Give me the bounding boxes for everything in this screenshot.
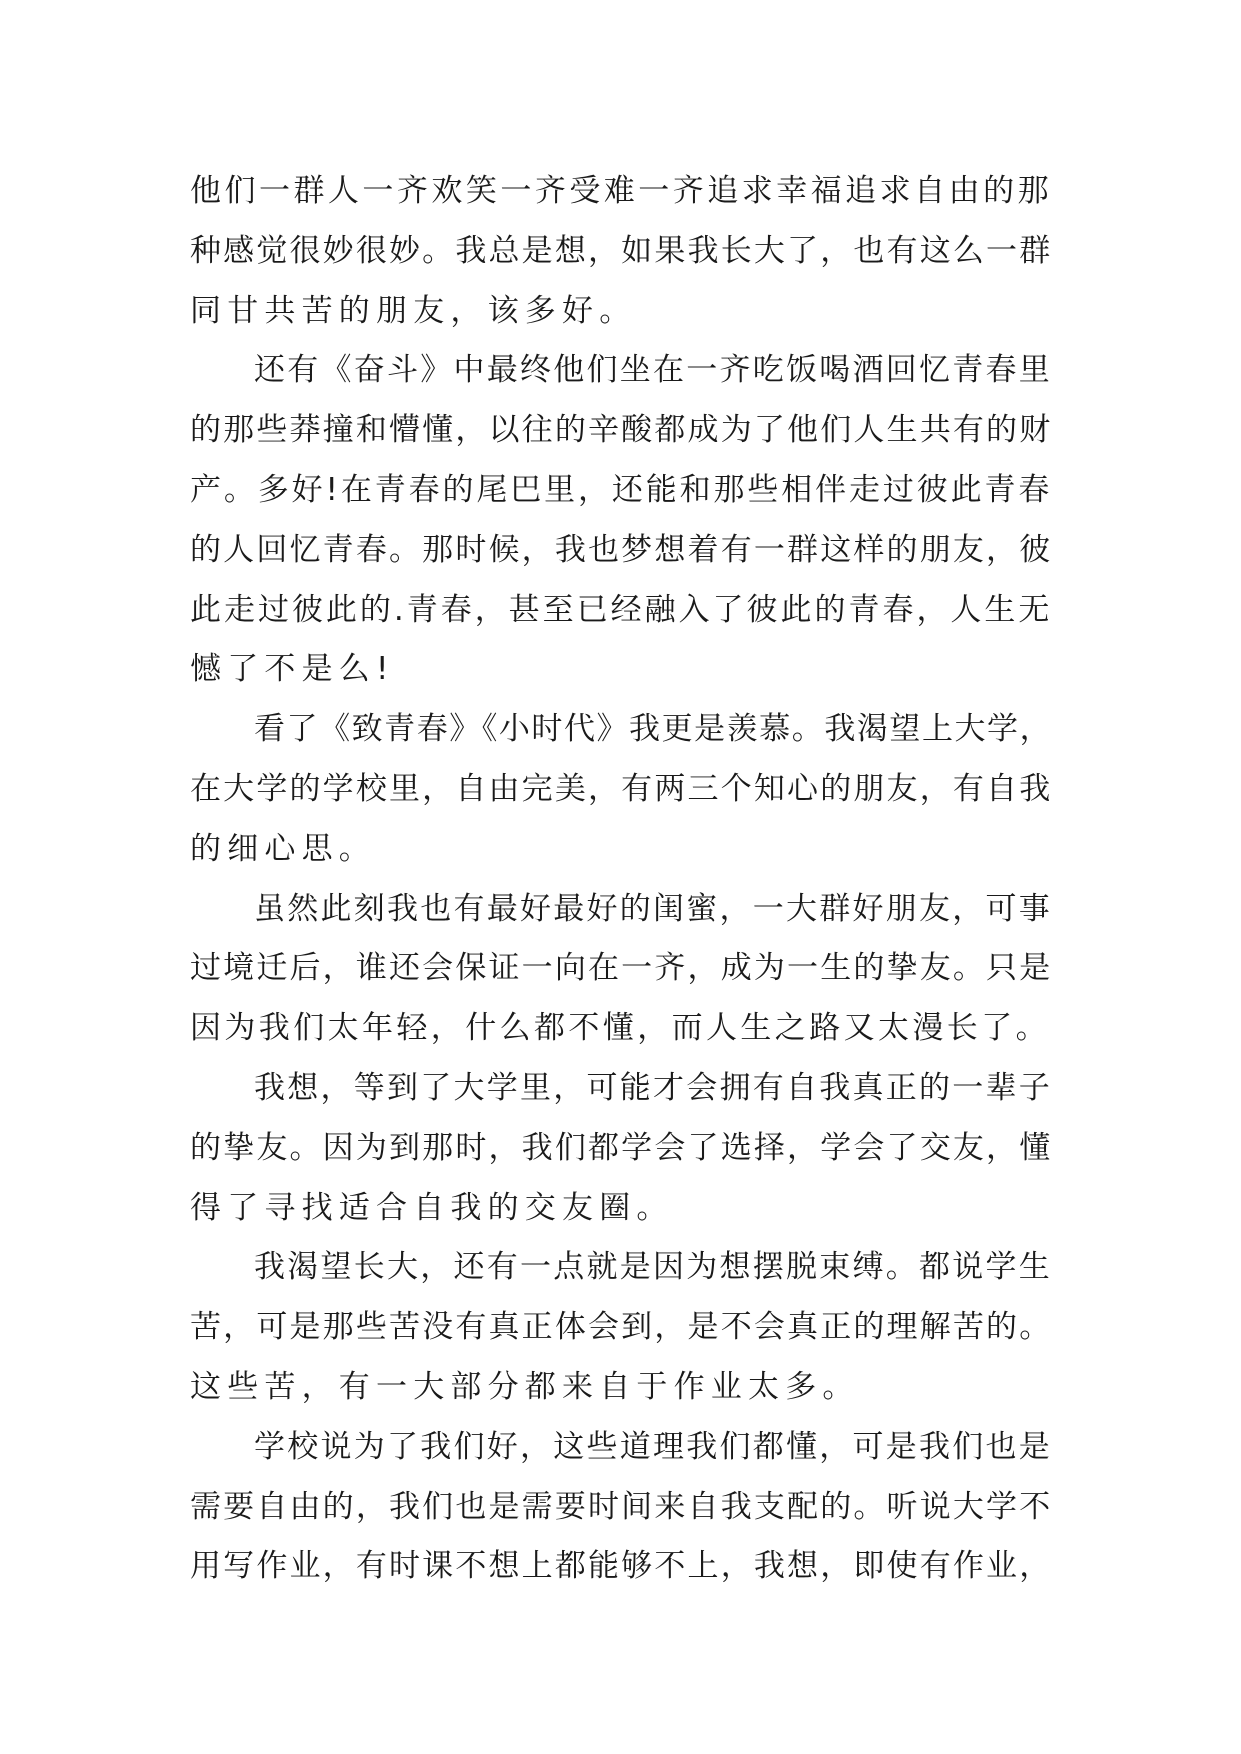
paragraph-first-line: 还有《奋斗》中最终他们坐在一齐吃饭喝酒回忆青春里	[254, 352, 1052, 389]
text-line: 过境迁后，谁还会保证一向在一齐，成为一生的挚友。只是	[190, 950, 1052, 987]
text-line: 他们一群人一齐欢笑一齐受难一齐追求幸福追求自由的那	[190, 173, 1052, 209]
text-line: 得了寻找适合自我的交友圈。	[190, 1189, 674, 1226]
text-line: 的细心思。	[190, 830, 376, 867]
text-line: 此走过彼此的.青春，甚至已经融入了彼此的青春，人生无	[190, 591, 1052, 628]
text-line: 苦，可是那些苦没有真正体会到，是不会真正的理解苦的。	[190, 1309, 1052, 1346]
text-line: 因为我们太年轻，什么都不懂，而人生之路又太漫长了。	[190, 1010, 1050, 1047]
text-line: 产。多好!在青春的尾巴里，还能和那些相伴走过彼此青春	[190, 471, 1052, 508]
document-body	[190, 162, 1052, 1597]
text-line: 用写作业，有时课不想上都能够不上，我想，即使有作业，	[190, 1548, 1052, 1585]
paragraph-first-line: 虽然此刻我也有最好最好的闺蜜，一大群好朋友，可事	[254, 890, 1052, 927]
paragraph-first-line: 我想，等到了大学里，可能才会拥有自我真正的一辈子	[254, 1069, 1052, 1106]
text-line: 憾了不是么!	[190, 651, 395, 688]
text-line: 的人回忆青春。那时候，我也梦想着有一群这样的朋友，彼	[190, 531, 1052, 568]
paragraph-first-line: 我渴望长大，还有一点就是因为想摆脱束缚。都说学生	[254, 1249, 1052, 1286]
text-line: 种感觉很妙很妙。我总是想，如果我长大了，也有这么一群	[190, 232, 1052, 269]
text-line: 的挚友。因为到那时，我们都学会了选择，学会了交友，懂	[190, 1129, 1052, 1166]
paragraph-first-line: 学校说为了我们好，这些道理我们都懂，可是我们也是	[254, 1428, 1052, 1465]
text-line: 需要自由的，我们也是需要时间来自我支配的。听说大学不	[190, 1488, 1052, 1525]
text-line: 的那些莽撞和懵懂，以往的辛酸都成为了他们人生共有的财	[190, 412, 1052, 449]
text-line: 同甘共苦的朋友，该多好。	[190, 292, 637, 329]
text-line: 这些苦，有一大部分都来自于作业太多。	[190, 1368, 860, 1405]
paragraph-first-line: 看了《致青春》《小时代》我更是羡慕。我渴望上大学，	[254, 711, 1052, 748]
text-line: 在大学的学校里，自由完美，有两三个知心的朋友，有自我	[190, 770, 1052, 807]
